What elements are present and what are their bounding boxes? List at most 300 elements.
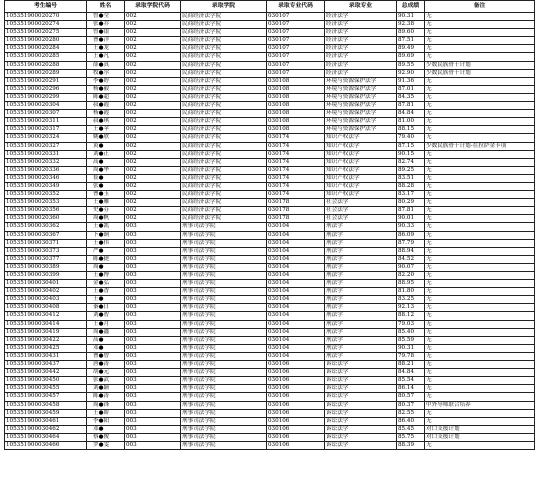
- cell-major: 环境与资源保护法学: [325, 126, 397, 134]
- cell-major-code: 030104: [267, 255, 325, 263]
- cell-major-code: 030104: [267, 247, 325, 255]
- cell-candidate-id: 105351900020332: [5, 158, 87, 166]
- cell-major-code: 030104: [267, 296, 325, 304]
- cell-total-score: 80.29: [397, 199, 425, 207]
- cell-candidate-id: 105351900020275: [5, 29, 87, 37]
- table-row: [5, 61, 535, 69]
- cell-major-code: 030108: [267, 102, 325, 110]
- cell-major-code: 030174: [267, 166, 325, 174]
- cell-major: 经济法学: [325, 69, 397, 77]
- cell-name: 王●博: [87, 272, 125, 280]
- cell-name: 周●锋: [87, 401, 125, 409]
- cell-name: 杨●毅: [87, 85, 125, 93]
- cell-college: 刑事司法学院: [181, 312, 267, 320]
- cell-major: 刑法学: [325, 239, 397, 247]
- cell-college: 民商经济法学院: [181, 110, 267, 118]
- cell-remarks: 无: [425, 110, 535, 118]
- cell-college: 刑事司法学院: [181, 328, 267, 336]
- cell-major-code: 030174: [267, 158, 325, 166]
- cell-college: 民商经济法学院: [181, 182, 267, 190]
- cell-name: 刘●颖: [87, 385, 125, 393]
- cell-major-code: 030106: [267, 361, 325, 369]
- cell-major: 刑法学: [325, 280, 397, 288]
- cell-candidate-id: 105351900020274: [5, 21, 87, 29]
- cell-major-code: 030174: [267, 142, 325, 150]
- cell-major: 诉讼法学: [325, 385, 397, 393]
- cell-name: 张●: [87, 182, 125, 190]
- cell-major-code: 030178: [267, 199, 325, 207]
- cell-major-code: 030107: [267, 69, 325, 77]
- cell-college: 民商经济法学院: [181, 166, 267, 174]
- cell-major-code: 030178: [267, 207, 325, 215]
- cell-college-code: 003: [125, 239, 181, 247]
- cell-name: 周●: [87, 263, 125, 271]
- cell-college-code: 002: [125, 61, 181, 69]
- cell-college: 民商经济法学院: [181, 69, 267, 77]
- cell-college-code: 002: [125, 93, 181, 101]
- table-row: [5, 85, 535, 93]
- cell-name: 李●阳: [87, 417, 125, 425]
- cell-major: 环境与资源保护法学: [325, 93, 397, 101]
- cell-major: 经济法学: [325, 37, 397, 45]
- cell-remarks: 无: [425, 174, 535, 182]
- cell-major: 刑法学: [325, 336, 397, 344]
- cell-candidate-id: 105351900030425: [5, 344, 87, 352]
- cell-college: 民商经济法学院: [181, 37, 267, 45]
- cell-college-code: 002: [125, 77, 181, 85]
- cell-name: 姚●欣: [87, 134, 125, 142]
- cell-college-code: 003: [125, 401, 181, 409]
- cell-name: 王●娇: [87, 409, 125, 417]
- header-total-score: 总成绩: [397, 1, 425, 13]
- cell-total-score: 88.21: [397, 361, 425, 369]
- cell-college: 民商经济法学院: [181, 21, 267, 29]
- cell-remarks: 无: [425, 21, 535, 29]
- cell-major: 诉讼法学: [325, 441, 397, 449]
- header-remarks: 备注: [425, 1, 535, 13]
- table-row: [5, 207, 535, 215]
- cell-college: 刑事司法学院: [181, 288, 267, 296]
- cell-college: 刑事司法学院: [181, 352, 267, 360]
- cell-candidate-id: 105351900020299: [5, 93, 87, 101]
- cell-name: 曹●玉: [87, 191, 125, 199]
- cell-candidate-id: 105351900020336: [5, 166, 87, 174]
- cell-college-code: 002: [125, 53, 181, 61]
- cell-candidate-id: 105351900020356: [5, 207, 87, 215]
- cell-college: 刑事司法学院: [181, 272, 267, 280]
- cell-remarks: 无: [425, 393, 535, 401]
- header-name: 姓名: [87, 1, 125, 13]
- header-college: 录取学院: [181, 1, 267, 13]
- cell-remarks: 无: [425, 304, 535, 312]
- table-row: [5, 215, 535, 223]
- cell-candidate-id: 105351900020280: [5, 37, 87, 45]
- cell-remarks: 无: [425, 296, 535, 304]
- table-row: [5, 352, 535, 360]
- cell-total-score: 89.69: [397, 53, 425, 61]
- cell-name: 周●华: [87, 166, 125, 174]
- cell-name: 王●凡: [87, 53, 125, 61]
- cell-total-score: 90.31: [397, 13, 425, 21]
- cell-major: 社会法学: [325, 207, 397, 215]
- cell-college: 民商经济法学院: [181, 142, 267, 150]
- cell-total-score: 90.01: [397, 215, 425, 223]
- cell-name: 王●月: [87, 320, 125, 328]
- cell-major: 诉讼法学: [325, 433, 397, 441]
- cell-college-code: 003: [125, 312, 181, 320]
- table-row: [5, 312, 535, 320]
- cell-college: 民商经济法学院: [181, 13, 267, 21]
- table-row: [5, 425, 535, 433]
- cell-name: 金●弘: [87, 280, 125, 288]
- cell-remarks: 无: [425, 223, 535, 231]
- cell-remarks: 无: [425, 93, 535, 101]
- cell-remarks: 中外导师联合培养: [425, 401, 535, 409]
- cell-remarks: 无: [425, 150, 535, 158]
- cell-candidate-id: 105351900030414: [5, 320, 87, 328]
- cell-college: 刑事司法学院: [181, 409, 267, 417]
- cell-college-code: 002: [125, 158, 181, 166]
- cell-major: 刑法学: [325, 223, 397, 231]
- cell-major-code: 030108: [267, 118, 325, 126]
- cell-candidate-id: 105351900030466: [5, 441, 87, 449]
- cell-major-code: 030104: [267, 263, 325, 271]
- cell-college: 刑事司法学院: [181, 336, 267, 344]
- cell-major-code: 030106: [267, 425, 325, 433]
- cell-major: 社会法学: [325, 199, 397, 207]
- cell-name: 王●: [87, 296, 125, 304]
- cell-total-score: 92.38: [397, 21, 425, 29]
- cell-name: 刘●智: [87, 312, 125, 320]
- cell-remarks: 无: [425, 13, 535, 21]
- cell-remarks: 少数民族骨干计划-在拉萨金卡项: [425, 142, 535, 150]
- table-row: [5, 150, 535, 158]
- cell-college: 刑事司法学院: [181, 385, 267, 393]
- cell-college: 民商经济法学院: [181, 174, 267, 182]
- cell-total-score: 85.75: [397, 433, 425, 441]
- table-row: [5, 361, 535, 369]
- cell-college: 刑事司法学院: [181, 263, 267, 271]
- cell-name: 罗●雯: [87, 441, 125, 449]
- table-row: [5, 182, 535, 190]
- cell-total-score: 83.51: [397, 174, 425, 182]
- cell-candidate-id: 105351900030458: [5, 401, 87, 409]
- cell-major: 知识产权法学: [325, 191, 397, 199]
- cell-major: 知识产权法学: [325, 134, 397, 142]
- table-row: [5, 199, 535, 207]
- cell-college: 刑事司法学院: [181, 425, 267, 433]
- cell-major-code: 030106: [267, 433, 325, 441]
- cell-college-code: 002: [125, 45, 181, 53]
- cell-college-code: 002: [125, 21, 181, 29]
- cell-college: 刑事司法学院: [181, 296, 267, 304]
- cell-college-code: 002: [125, 85, 181, 93]
- cell-major: 诉讼法学: [325, 377, 397, 385]
- cell-candidate-id: 105351900020346: [5, 174, 87, 182]
- table-row: [5, 134, 535, 142]
- table-row: [5, 102, 535, 110]
- cell-name: 曾●莹: [87, 13, 125, 21]
- table-header: [5, 1, 535, 13]
- cell-total-score: 84.52: [397, 255, 425, 263]
- table-row: [5, 29, 535, 37]
- cell-college-code: 002: [125, 166, 181, 174]
- cell-remarks: 无: [425, 336, 535, 344]
- cell-total-score: 87.81: [397, 102, 425, 110]
- cell-remarks: 无: [425, 182, 535, 190]
- cell-major-code: 030174: [267, 150, 325, 158]
- cell-name: 高●: [87, 158, 125, 166]
- cell-major-code: 030104: [267, 312, 325, 320]
- cell-name: 王●香: [87, 288, 125, 296]
- cell-name: 周●鑫: [87, 328, 125, 336]
- cell-major: 环境与资源保护法学: [325, 110, 397, 118]
- cell-name: 陈●涛: [87, 393, 125, 401]
- cell-remarks: 无: [425, 191, 535, 199]
- cell-remarks: 无: [425, 239, 535, 247]
- cell-major-code: 030104: [267, 239, 325, 247]
- cell-major-code: 030104: [267, 336, 325, 344]
- cell-candidate-id: 105351900030377: [5, 255, 87, 263]
- cell-college: 刑事司法学院: [181, 433, 267, 441]
- cell-remarks: 无: [425, 312, 535, 320]
- cell-name: 秦●日: [87, 304, 125, 312]
- cell-major-code: 030106: [267, 401, 325, 409]
- table-row: [5, 255, 535, 263]
- cell-major-code: 030108: [267, 77, 325, 85]
- cell-name: 王●苹: [87, 126, 125, 134]
- cell-college: 刑事司法学院: [181, 344, 267, 352]
- cell-total-score: 82.20: [397, 272, 425, 280]
- cell-candidate-id: 105351900030362: [5, 223, 87, 231]
- cell-major-code: 030104: [267, 344, 325, 352]
- cell-college-code: 003: [125, 393, 181, 401]
- cell-remarks: 无: [425, 352, 535, 360]
- cell-college-code: 002: [125, 134, 181, 142]
- cell-major: 刑法学: [325, 247, 397, 255]
- cell-total-score: 89.55: [397, 61, 425, 69]
- cell-college-code: 003: [125, 409, 181, 417]
- cell-candidate-id: 105351900020331: [5, 150, 87, 158]
- cell-total-score: 83.17: [397, 191, 425, 199]
- table-row: [5, 433, 535, 441]
- cell-remarks: 无: [425, 417, 535, 425]
- cell-remarks: 无: [425, 166, 535, 174]
- cell-major-code: 030178: [267, 215, 325, 223]
- cell-name: 邓●: [87, 344, 125, 352]
- cell-college: 刑事司法学院: [181, 231, 267, 239]
- cell-college: 刑事司法学院: [181, 304, 267, 312]
- cell-college-code: 003: [125, 255, 181, 263]
- cell-total-score: 81.00: [397, 118, 425, 126]
- cell-remarks: 无: [425, 320, 535, 328]
- cell-candidate-id: 105351900030437: [5, 361, 87, 369]
- cell-major: 诉讼法学: [325, 425, 397, 433]
- table-row: [5, 174, 535, 182]
- cell-major: 环境与资源保护法学: [325, 85, 397, 93]
- cell-college-code: 003: [125, 304, 181, 312]
- cell-candidate-id: 105351900020327: [5, 142, 87, 150]
- cell-college-code: 002: [125, 150, 181, 158]
- table-row: [5, 191, 535, 199]
- table-row: [5, 118, 535, 126]
- cell-candidate-id: 105351900020360: [5, 215, 87, 223]
- table-row: [5, 93, 535, 101]
- cell-college-code: 003: [125, 296, 181, 304]
- cell-college: 民商经济法学院: [181, 215, 267, 223]
- cell-candidate-id: 105351900020307: [5, 110, 87, 118]
- cell-college: 刑事司法学院: [181, 441, 267, 449]
- cell-college: 民商经济法学院: [181, 85, 267, 93]
- table-row: [5, 126, 535, 134]
- cell-college: 刑事司法学院: [181, 377, 267, 385]
- cell-total-score: 88.15: [397, 126, 425, 134]
- cell-college-code: 002: [125, 69, 181, 77]
- cell-major: 诉讼法学: [325, 417, 397, 425]
- cell-remarks: 无: [425, 247, 535, 255]
- cell-remarks: 无: [425, 361, 535, 369]
- cell-remarks: 无: [425, 199, 535, 207]
- cell-total-score: 84.84: [397, 369, 425, 377]
- cell-name: 唐●涛: [87, 361, 125, 369]
- table-row: [5, 344, 535, 352]
- cell-remarks: 少数民族骨干计划: [425, 61, 535, 69]
- cell-major: 刑法学: [325, 304, 397, 312]
- cell-candidate-id: 105351900030402: [5, 288, 87, 296]
- cell-name: 高●: [87, 336, 125, 344]
- cell-remarks: 无: [425, 85, 535, 93]
- cell-remarks: 无: [425, 158, 535, 166]
- cell-college-code: 003: [125, 433, 181, 441]
- cell-remarks: 无: [425, 328, 535, 336]
- cell-total-score: 89.60: [397, 29, 425, 37]
- cell-college-code: 003: [125, 328, 181, 336]
- cell-college: 民商经济法学院: [181, 53, 267, 61]
- cell-college-code: 003: [125, 223, 181, 231]
- cell-name: 周●帆: [87, 215, 125, 223]
- cell-candidate-id: 105351900030401: [5, 280, 87, 288]
- cell-remarks: 无: [425, 369, 535, 377]
- cell-major-code: 030106: [267, 385, 325, 393]
- cell-major-code: 030104: [267, 280, 325, 288]
- table-row: [5, 239, 535, 247]
- cell-name: 曾●银: [87, 29, 125, 37]
- cell-total-score: 80.37: [397, 401, 425, 409]
- cell-major-code: 030107: [267, 37, 325, 45]
- cell-total-score: 87.81: [397, 207, 425, 215]
- cell-major: 刑法学: [325, 231, 397, 239]
- cell-name: 崔●: [87, 174, 125, 182]
- cell-college: 民商经济法学院: [181, 126, 267, 134]
- cell-college-code: 003: [125, 369, 181, 377]
- table-row: [5, 77, 535, 85]
- cell-remarks: 无: [425, 45, 535, 53]
- cell-major-code: 030174: [267, 182, 325, 190]
- cell-major: 环境与资源保护法学: [325, 102, 397, 110]
- cell-name: 杨●霞: [87, 110, 125, 118]
- cell-candidate-id: 105351900020270: [5, 13, 87, 21]
- table-row: [5, 142, 535, 150]
- cell-name: 薛●真: [87, 61, 125, 69]
- cell-major-code: 030107: [267, 29, 325, 37]
- cell-remarks: 无: [425, 207, 535, 215]
- cell-remarks: 无: [425, 441, 535, 449]
- cell-major: 刑法学: [325, 320, 397, 328]
- cell-college: 刑事司法学院: [181, 320, 267, 328]
- cell-remarks: 对口支援计划: [425, 433, 535, 441]
- cell-total-score: 79.78: [397, 352, 425, 360]
- cell-college-code: 003: [125, 344, 181, 352]
- cell-candidate-id: 105351900030419: [5, 328, 87, 336]
- cell-major: 诉讼法学: [325, 361, 397, 369]
- cell-major-code: 030104: [267, 328, 325, 336]
- cell-college-code: 002: [125, 142, 181, 150]
- cell-major-code: 030108: [267, 93, 325, 101]
- cell-name: 王●凯: [87, 223, 125, 231]
- table-row: [5, 263, 535, 271]
- cell-total-score: 80.57: [397, 393, 425, 401]
- cell-remarks: 无: [425, 272, 535, 280]
- cell-major-code: 030174: [267, 174, 325, 182]
- cell-college-code: 003: [125, 425, 181, 433]
- cell-major: 环境与资源保护法学: [325, 77, 397, 85]
- cell-college: 刑事司法学院: [181, 417, 267, 425]
- cell-major-code: 030104: [267, 223, 325, 231]
- cell-major: 经济法学: [325, 21, 397, 29]
- cell-college-code: 003: [125, 385, 181, 393]
- cell-candidate-id: 105351900020324: [5, 134, 87, 142]
- table-row: [5, 13, 535, 21]
- table-body: [5, 13, 535, 450]
- cell-candidate-id: 105351900030371: [5, 239, 87, 247]
- cell-college-code: 003: [125, 417, 181, 425]
- cell-name: 叔●琪: [87, 118, 125, 126]
- cell-remarks: 少数民族骨干计划: [425, 69, 535, 77]
- cell-candidate-id: 105351900030461: [5, 417, 87, 425]
- cell-major: 经济法学: [325, 61, 397, 69]
- cell-total-score: 87.15: [397, 142, 425, 150]
- table-row: [5, 37, 535, 45]
- cell-major: 诉讼法学: [325, 401, 397, 409]
- cell-total-score: 86.09: [397, 231, 425, 239]
- table-row: [5, 272, 535, 280]
- cell-college-code: 003: [125, 320, 181, 328]
- table-row: [5, 328, 535, 336]
- cell-college: 民商经济法学院: [181, 191, 267, 199]
- cell-total-score: 86.40: [397, 417, 425, 425]
- table-row: [5, 166, 535, 174]
- cell-major: 社会法学: [325, 215, 397, 223]
- cell-name: 史●芬: [87, 207, 125, 215]
- header-row: [5, 1, 535, 13]
- cell-college: 民商经济法学院: [181, 134, 267, 142]
- cell-major: 经济法学: [325, 53, 397, 61]
- cell-candidate-id: 105351900020296: [5, 85, 87, 93]
- cell-college-code: 003: [125, 231, 181, 239]
- cell-total-score: 92.90: [397, 69, 425, 77]
- cell-total-score: 87.79: [397, 239, 425, 247]
- cell-total-score: 82.55: [397, 409, 425, 417]
- cell-major: 经济法学: [325, 45, 397, 53]
- cell-candidate-id: 105351900030373: [5, 247, 87, 255]
- cell-college-code: 002: [125, 126, 181, 134]
- cell-college-code: 003: [125, 272, 181, 280]
- cell-college: 刑事司法学院: [181, 361, 267, 369]
- cell-total-score: 85.45: [397, 425, 425, 433]
- cell-major: 诉讼法学: [325, 369, 397, 377]
- cell-major: 诉讼法学: [325, 409, 397, 417]
- cell-college: 刑事司法学院: [181, 223, 267, 231]
